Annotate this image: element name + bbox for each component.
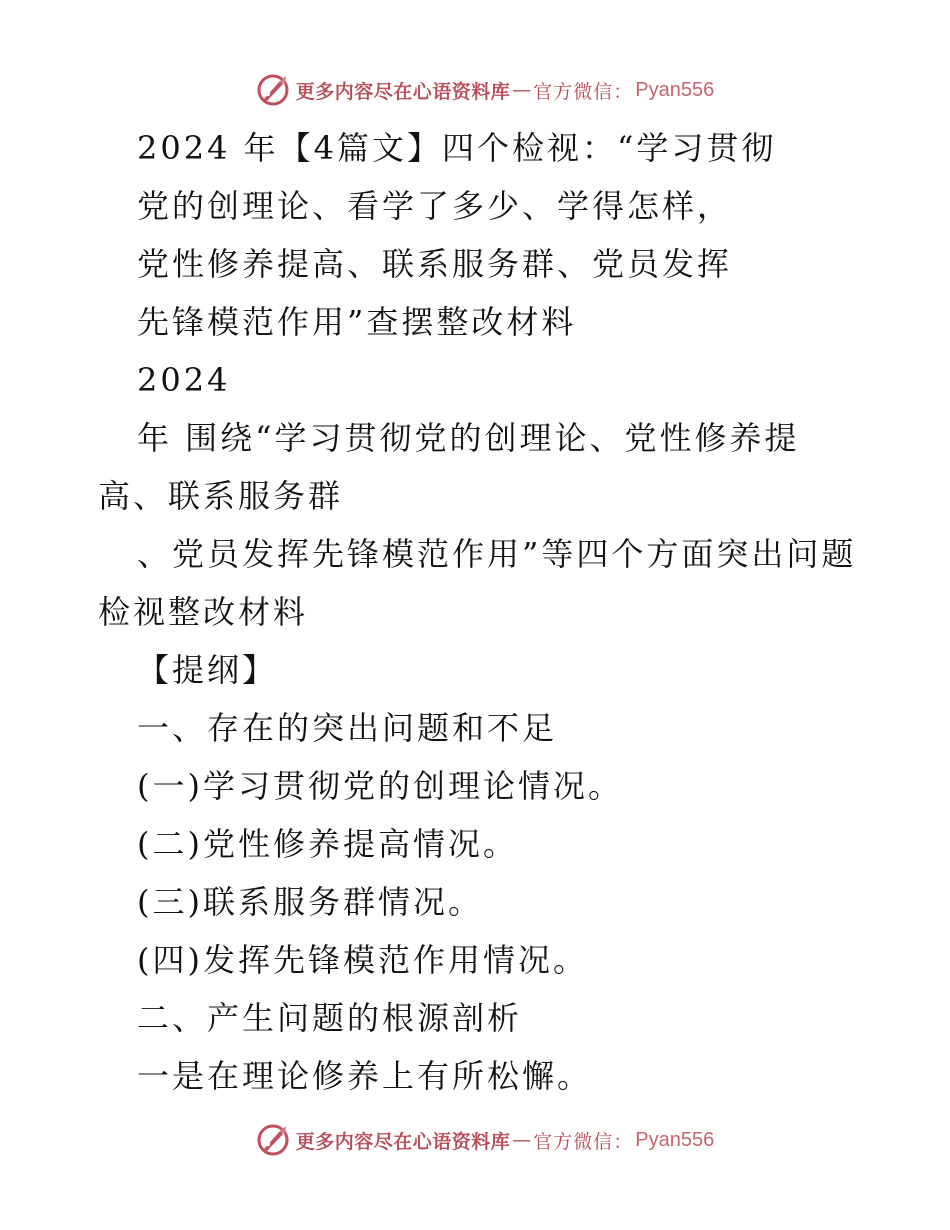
banner-dash: — (512, 79, 532, 101)
banner-site-text: 更多内容尽在心语资料库 (295, 1130, 511, 1153)
title-line-2: 党的创理论、看学了多少、学得怎样， (137, 187, 733, 225)
footer-banner-content (256, 1123, 715, 1157)
header-banner-content (256, 73, 715, 107)
title-line-4: 先锋模范作用”查摆整改材料 (137, 303, 577, 341)
subsection-3: (三)联系服务群情况。 (137, 883, 483, 921)
banner-site-text: 更多内容尽在心语资料库 (295, 80, 511, 103)
title-line-3: 党性修养提高、联系服务群、党员发挥 (137, 245, 733, 283)
banner-wechat-id: Pyan556 (635, 1128, 715, 1151)
section-heading-1: 一、存在的突出问题和不足 (137, 709, 558, 747)
body-line-intro: 年 围绕“学习贯彻党的创理论、党性修养提 (137, 419, 800, 457)
cause-item-1: 一是在理论修养上有所松懈。 (137, 1057, 593, 1095)
subsection-4: (四)发挥先锋模范作用情况。 (137, 941, 588, 979)
quill-logo-icon (256, 1123, 290, 1157)
banner-official-label: 官方微信： (533, 1130, 634, 1153)
subsection-2: (二)党性修养提高情况。 (137, 825, 518, 863)
body-line-intro-cont: 高、联系服务群 (98, 477, 344, 515)
section-heading-2: 二、产生问题的根源剖析 (137, 999, 523, 1037)
header-banner (0, 68, 950, 112)
banner-dash: — (512, 1129, 532, 1151)
outline-heading: 【提纲】 (137, 651, 278, 689)
title-line-1: 2024 年【4篇文】四个检视：“学习贯彻 (137, 129, 777, 167)
body-line-year: 2024 (137, 361, 231, 399)
body-line-intro-end: 检视整改材料 (98, 593, 309, 631)
banner-wechat-id: Pyan556 (635, 78, 715, 101)
subsection-1: (一)学习贯彻党的创理论情况。 (137, 767, 623, 805)
footer-banner (0, 1118, 950, 1162)
body-line-intro-cont-2: 、党员发挥先锋模范作用”等四个方面突出问题 (137, 535, 857, 573)
banner-official-label: 官方微信： (533, 80, 634, 103)
quill-logo-icon (256, 73, 290, 107)
